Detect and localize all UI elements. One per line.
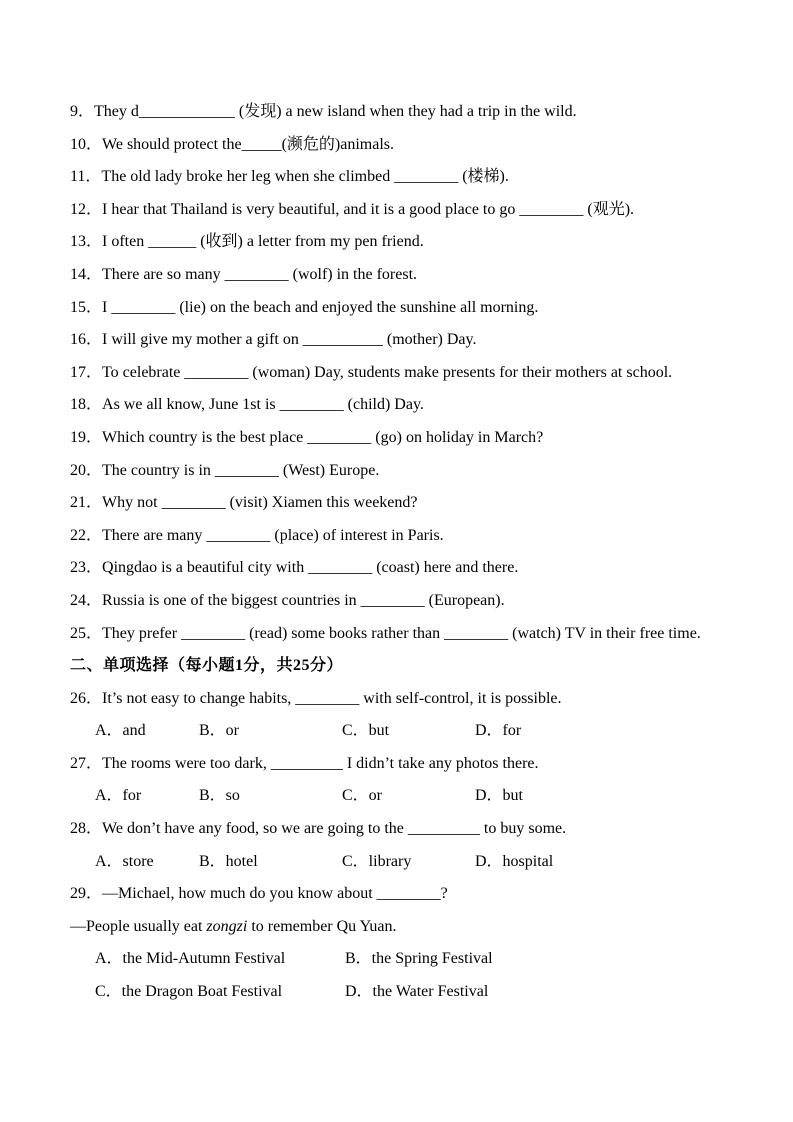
options-29-row-2 [70,976,743,1009]
option-b: B．or [199,722,240,740]
question-number: 23． [70,559,103,577]
question-28 [70,813,743,846]
question-text: The rooms were too dark, _________ I didn’t take any photos there. [102,754,539,772]
question-text: There are many ________ (place) of interest in Paris. [102,526,444,544]
question-15 [70,292,743,325]
question-number: 15． [70,298,103,316]
option-d: D．the Water Festival [345,983,489,1001]
question-text: We don’t have any food, so we are going to the _________ to buy some. [102,820,567,838]
question-number: 16． [70,331,103,349]
question-number: 26． [70,689,103,707]
option-a: A．and [95,722,146,740]
question-10 [70,129,743,162]
option-a: A．the Mid-Autumn Festival [95,950,286,968]
question-25 [70,618,743,651]
option-c: C．library [342,852,412,870]
options-29-row-1 [70,943,743,976]
question-text: The country is in ________ (West) Europe. [102,461,380,479]
reply-text-post: to remember Qu Yuan. [247,917,397,935]
question-17 [70,357,743,390]
question-number: 9． [70,103,95,120]
question-19 [70,422,743,455]
question-number: 14． [70,265,103,283]
question-29-reply [70,911,743,944]
question-number: 27． [70,754,103,772]
question-number: 12． [70,200,103,218]
options-28 [70,846,743,879]
option-d: D．but [475,787,524,805]
question-text: Qingdao is a beautiful city with ________ (coast) here and there. [102,559,519,577]
question-text: I often ______ (收到) a letter from my pen friend. [102,233,424,251]
question-24 [70,585,743,618]
question-26 [70,683,743,716]
question-number: 24． [70,591,103,609]
question-number: 22． [70,526,103,544]
question-number: 28． [70,820,103,838]
question-18 [70,389,743,422]
question-number: 13． [70,233,103,251]
option-a: A．for [95,787,142,805]
question-text: Which country is the best place ________ (go) on holiday in March? [102,428,544,446]
question-text: The old lady broke her leg when she climbed ________ (楼梯). [101,168,509,186]
question-text: It’s not easy to change habits, ________ with self-control, it is possible. [102,689,562,707]
option-b: B．the Spring Festival [345,950,493,968]
question-text: —Michael, how much do you know about ________? [102,885,448,903]
question-21 [70,487,743,520]
question-text: We should protect the_____(濒危的)animals. [102,135,395,153]
question-number: 20． [70,461,103,479]
question-22 [70,520,743,553]
option-b: B．hotel [199,852,258,870]
question-text: As we all know, June 1st is ________ (child) Day. [102,396,424,414]
question-11 [70,161,743,194]
question-text: I will give my mother a gift on __________ (mother) Day. [102,331,477,349]
question-23 [70,552,743,585]
question-12 [70,194,743,227]
question-text: I hear that Thailand is very beautiful, and it is a good place to go ________ (观光). [102,200,635,218]
question-27 [70,748,743,781]
option-b: B．so [199,787,240,805]
question-9 [70,96,743,129]
option-c: C．but [342,722,390,740]
options-26 [70,715,743,748]
question-text: There are so many ________ (wolf) in the forest. [102,265,418,283]
question-number: 18． [70,396,103,414]
question-number: 19． [70,428,103,446]
question-number: 29． [70,885,103,903]
question-14 [70,259,743,292]
question-number: 10． [70,135,103,153]
options-27 [70,780,743,813]
option-d: D．hospital [475,852,554,870]
question-text: Why not ________ (visit) Xiamen this weekend? [102,494,418,512]
option-c: C．or [342,787,383,805]
question-number: 25． [70,624,103,642]
question-text: I ________ (lie) on the beach and enjoyed the sunshine all morning. [102,298,539,316]
reply-text-pre: —People usually eat [70,917,207,935]
question-text: To celebrate ________ (woman) Day, students make presents for their mothers at school. [102,363,673,381]
question-number: 11． [70,168,102,186]
question-13 [70,226,743,259]
question-16 [70,324,743,357]
question-20 [70,455,743,488]
question-text: They d____________ (发现) a new island when they had a trip in the wild. [94,103,577,120]
reply-text-italic: zongzi [206,917,248,935]
option-d: D．for [475,722,522,740]
question-29 [70,878,743,911]
option-a: A．store [95,852,154,870]
question-text: Russia is one of the biggest countries in ________ (European). [102,591,505,609]
option-c: C．the Dragon Boat Festival [95,983,283,1001]
question-text: They prefer ________ (read) some books rather than ________ (watch) TV in their free time. [102,624,701,642]
question-number: 17． [70,363,103,381]
question-number: 21． [70,494,103,512]
section-2-header: 二、单项选择（每小题1分，共25分） [70,657,344,675]
